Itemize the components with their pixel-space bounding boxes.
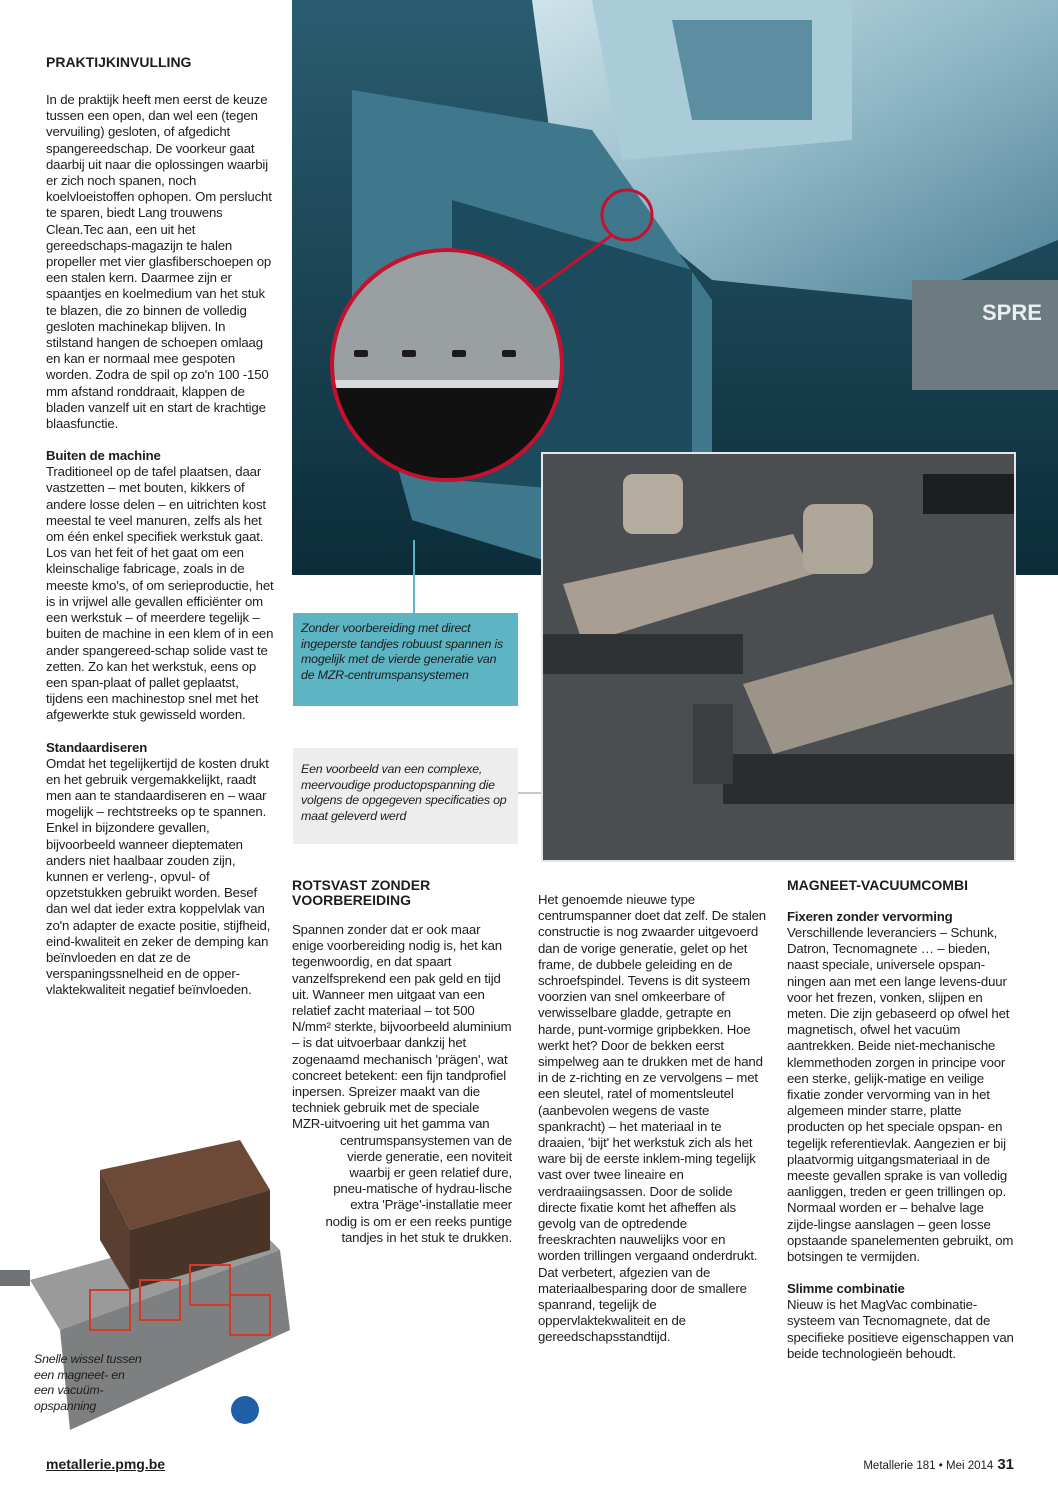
subheading: Fixeren zonder vervorming [787,909,953,924]
paragraph: Het genoemde nieuwe type centrumspanner doet dat zelf. De stalen constructie is nog zwaarder uitgevoerd dan de vorige generatie, gelet op het frame, de dubbele geleiding en de schroefspindel. Tevens is dit systeem voorzien van snel omkeerbare of verwisselbare gladde, getrapte en harde, punt-vormige gripbekken. Hoe werkt het? Door de bekken eerst simpelweg aan te drukken met de hand in de z-richting en ze vervolgens – met een sleutel, ratel of momentsleutel (aanbevolen wegens de vaste spankracht) – het materiaal in te draaien, 'bijt' het werkstuk zich als het ware bij de eerste inklem-ming tegelijk vast over twee lineaire en verdraaiingsassen. Door de solide directe fixatie komt het afheffen als gevolg van de optredende freeskrachten nauwelijks voor en worden trillingen vergaand onderdrukt. Dat verbetert, afgezien van de materiaalbesparing door de smallere spanrand, tegelijk de oppervlaktekwaliteit en de gereedschapsstandtijd. [538,892,766,1345]
subheading: Slimme combinatie [787,1281,905,1297]
paragraph: centrumspansystemen van de vierde generatie, een noviteit waarbij er geen relatief dure, pneu-matische of hydrau-lische extra 'Präge'-installatie meer nodig is om er een reeks puntige tandjes in het stuk te drukken. [325,1132,512,1245]
caption-fixture: Een voorbeeld van een complexe, meervoudige productopspanning die volgens de opgegeven specificaties op maat geleverd werd [293,748,518,844]
paragraph: Omdat het tegelijkertijd de kosten drukt en het gebruik vergemakkelijkt, raadt men aan te standaardiseren en – waar mogelijk – rechtstreeks op te spannen. Enkel in bijzondere gevallen, bijvoorbeeld wanneer dieptematen anders niet haalbaar zouden zijn, kunnen er verleng-, opvul- of opzetstukken gebruikt worden. Besef dan wel dat ieder extra koppelvlak van zo'n adapter de exacte positie, stijfheid, eind-kwaliteit en zeker de demping kan beïnvloeden en dat ze de verspaningssnelheid en de opper-vlaktekwaliteit negatief beïnvloeden. [46,755,271,998]
caption-connector [518,792,541,794]
issue-label: Metallerie 181 • Mei 2014 [863,1460,994,1472]
manifold-fixture-photo [541,452,1016,862]
middle-column [292,878,512,1246]
paragraph: Spannen zonder dat er ook maar enige voorbereiding nodig is, het kan tegenwoordig, en dat spaart vanzelfsprekend een pak geld en tijd uit. Wanneer men uitgaat van een relatief zacht materiaal – tot 500 N/mm² sterkte, bijvoorbeeld aluminium – is dat uitvoerbaar dankzij het zogenaamd mechanisch 'prägen', wat concreet betekent: een fijn tandprofiel inpersen. Spreizer maakt van die techniek gebruik met de speciale MZR-uitvoering uit het gamma van [292,922,512,1132]
caption-vise: Zonder voorbereiding met direct ingeperste tandjes robuust spannen is mogelijk met de vierde generatie van de MZR-centrumspansystemen [293,613,518,706]
caption-connector [413,540,415,613]
paragraph: Nieuw is het MagVac combinatie-systeem van Tecnomagnete, dat de specifieke positieve eigenschappen van beide technologieën behoudt. [787,1297,1014,1361]
section-heading: MAGNEET-VACUUMCOMBI [787,877,968,893]
page-number: 31 [997,1456,1014,1473]
paragraph: Verschillende leveranciers – Schunk, Datron, Tecnomagnete … – bieden, naast speciale, universele opspan-ningen aan met een lange levens-duur voor het frezen, vonken, slijpen en meten. Die zijn gebaseerd op ofwel het magnetisch, ofwel het vacuüm aantrekken. Beide niet-mechanische klemmethoden zorgen in principe voor een sterke, gelijk-matige en veilige fixatie zonder vervorming van in het algemeen minder starre, platte producten op het speciale opspan- en tegelijk referentievlak. Aangezien er bij plaatvormig uitgangsmateriaal in de meeste gevallen sprake is van volledig aanliggen, treden er geen trillingen op. Normaal worden er – behalve lage zijde-lingse aanslagen – geen losse opstaande spanelementen gebruikt, om botsingen te vermijden. [787,925,1014,1265]
caption-chuck: Snelle wissel tussen een magneet- en een vacuüm-opspanning [34,1352,142,1413]
subheading: Buiten de machine [46,448,161,464]
section-heading: PRAKTIJKINVULLING [46,54,192,70]
paragraph: Traditioneel op de tafel plaatsen, daar vastzetten – met bouten, kikkers of andere losse delen – en uitrichten kost meestal te veel manuren, zelfs als het om één enkel specifiek werkstuk gaat. Los van het feit of het gaat om een kleinschalige fabricage, zoals in de meeste kmo's, of om serieproductie, het is in vrijwel alle gevallen efficiënter om een werkstuk – of meerdere tegelijk – buiten de machine in een klem of in een ander spangereed-schap solide vast te zetten. Zo kan het werkstuk, eens op een span-plaat of pallet geplaatst, tijdens een machinestop snel met het afgewerkte stuk gewisseld worden. [46,464,274,723]
page-footer [863,1456,1014,1473]
right-middle-column [538,892,768,1346]
subheading: Standaardiseren [46,739,148,755]
website-link[interactable]: metallerie.pmg.be [46,1456,166,1472]
section-heading: ROTSVAST ZONDER VOORBEREIDING [292,877,431,908]
photo-brand-label: SPRE [982,300,1042,325]
paragraph: In de praktijk heeft men eerst de keuze tussen een open, dan wel een (tegen vervuiling) gesloten, of afgedicht spangereedschap. De voorkeur gaat daarbij uit naar die oplossingen waarbij er zich noch spanen, noch koelvloeistoffen ophopen. Om perslucht te sparen, biedt Lang trouwens Clean.Tec aan, een uit het gereedschaps-magazijn te halen propeller met vier glasfiberschoepen op een stalen kern. Daarmee zijn er spaantjes en koelmedium van het stuk te blazen, die zo binnen de volledig gesloten machinekap blijven. In stilstand hangen de schoepen omlaag en kan er normaal mee gespoten worden. Zodra de spil op zo'n 100 -150 mm afstand ronddraait, klappen de bladen vanzelf uit en start de krachtige blaasfunctie. [46,92,272,432]
right-column [787,878,1015,1362]
left-column [46,55,274,999]
